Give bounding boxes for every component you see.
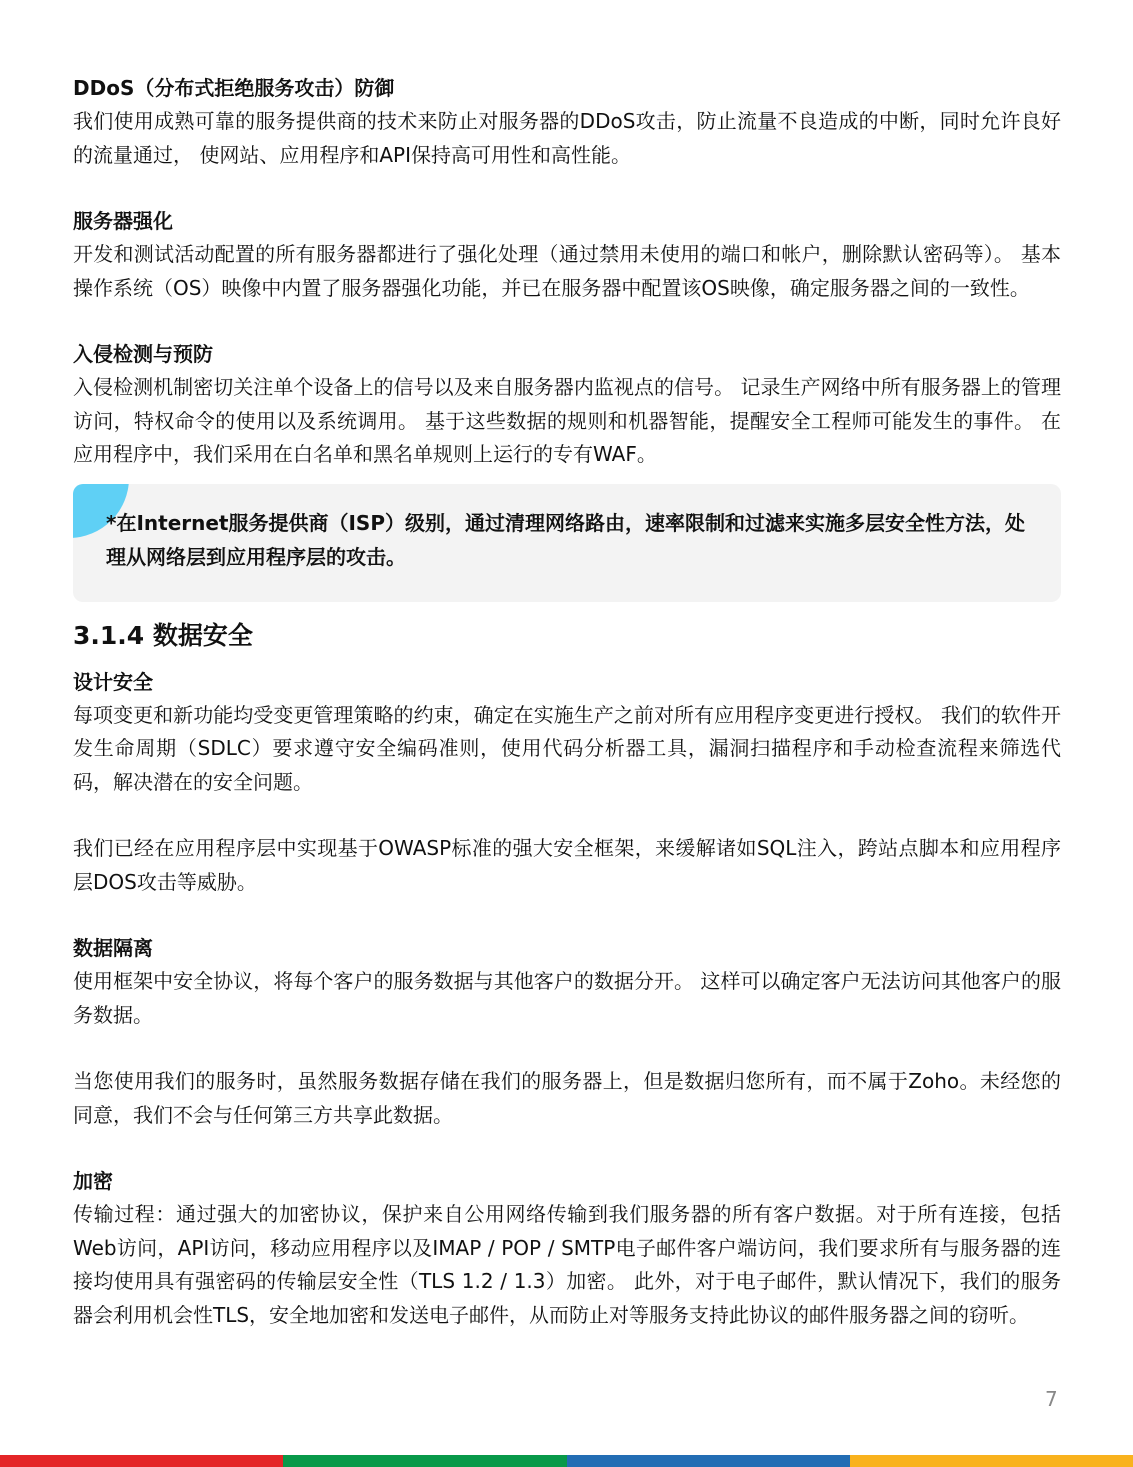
page-content <box>73 72 1061 1332</box>
hardening-body: 开发和测试活动配置的所有服务器都进行了强化处理（通过禁用未使用的端口和帐户，删除默认密码等）。 基本操作系统（OS）映像中内置了服务器强化功能，并已在服务器中配置该OS映像，确定服务器之间的一致性。 <box>73 242 1061 300</box>
isolation-body-1: 使用框架中安全协议，将每个客户的服务数据与其他客户的数据分开。 这样可以确定客户无法访问其他客户的服务数据。 <box>73 969 1061 1027</box>
footer-bar-red <box>0 1455 283 1467</box>
ids-heading: 入侵检测与预防 <box>73 342 213 366</box>
ids-body: 入侵检测机制密切关注单个设备上的信号以及来自服务器内监视点的信号。 记录生产网络中所有服务器上的管理访问，特权命令的使用以及系统调用。 基于这些数据的规则和机器智能，提醒安全工程师可能发生的事件。 在应用程序中，我们采用在白名单和黑名单规则上运行的专有WAF。 <box>73 375 1061 466</box>
encryption-body: 传输过程：通过强大的加密协议，保护来自公用网络传输到我们服务器的所有客户数据。对于所有连接，包括Web访问，API访问，移动应用程序以及IMAP / POP / SMTP电子邮件客户端访问，我们要求所有与服务器的连接均使用具有强密码的传输层安全性（TLS 1.2 / 1.3）加密。 此外，对于电子邮件，默认情况下，我们的服务器会利用机会性TLS，安全地加密和发送电子邮件，从而防止对等服务支持此协议的邮件服务器之间的窃听。 <box>73 1202 1061 1327</box>
isolation-heading: 数据隔离 <box>73 936 153 960</box>
callout-note <box>73 484 1061 602</box>
encryption-heading: 加密 <box>73 1169 113 1193</box>
section-title-data-security: 3.1.4 数据安全 <box>73 620 253 650</box>
design-body-1: 每项变更和新功能均受变更管理策略的约束，确定在实施生产之前对所有应用程序变更进行授权。 我们的软件开发生命周期（SDLC）要求遵守安全编码准则，使用代码分析器工具，漏洞扫描程序和手动检查流程来筛选代码，解决潜在的安全问题。 <box>73 702 1061 794</box>
page-number: 7 <box>1045 1387 1058 1411</box>
isolation-body-2: 当您使用我们的服务时，虽然服务数据存储在我们的服务器上，但是数据归您所有，而不属于Zoho。未经您的同意，我们不会与任何第三方共享此数据。 <box>73 1069 1061 1127</box>
footer-bar-blue <box>567 1455 850 1467</box>
footer-color-bar <box>0 1455 1133 1467</box>
ddos-heading: DDoS（分布式拒绝服务攻击）防御 <box>73 76 395 100</box>
footer-bar-yellow <box>850 1455 1133 1467</box>
ddos-body: 我们使用成熟可靠的服务提供商的技术来防止对服务器的DDoS攻击，防止流量不良造成的中断，同时允许良好的流量通过， 使网站、应用程序和API保持高可用性和高性能。 <box>73 109 1061 167</box>
design-body-2: 我们已经在应用程序层中实现基于OWASP标准的强大安全框架，来缓解诸如SQL注入，跨站点脚本和应用程序层DOS攻击等威胁。 <box>73 836 1061 894</box>
footer-bar-green <box>283 1455 566 1467</box>
hardening-heading: 服务器强化 <box>73 209 173 233</box>
note-text: *在Internet服务提供商（ISP）级别，通过清理网络路由，速率限制和过滤来实施多层安全性方法，处理从网络层到应用程序层的攻击。 <box>106 510 1025 569</box>
design-heading: 设计安全 <box>73 669 153 694</box>
